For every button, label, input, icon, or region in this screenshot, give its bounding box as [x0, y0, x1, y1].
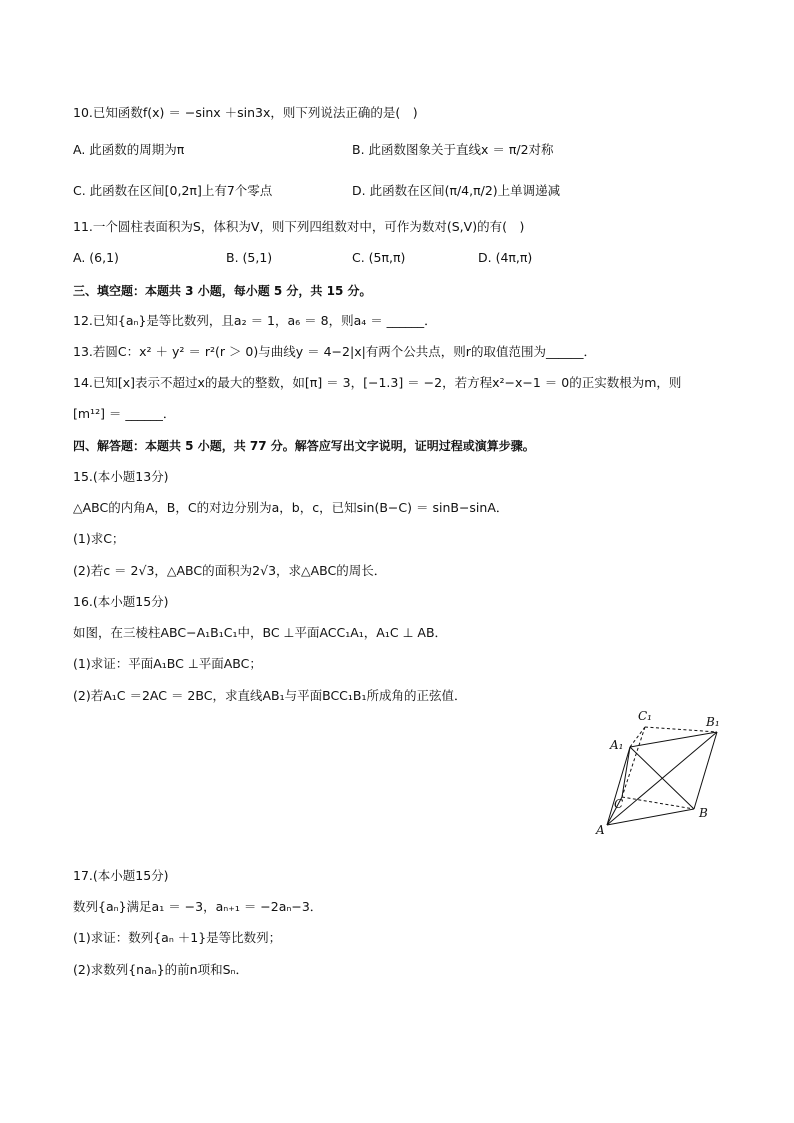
- q15-body: △ABC的内角A，B，C的对边分别为a，b，c，已知sin(B−C) ＝ sinB−sinA．: [73, 500, 509, 515]
- q15-part1: (1)求C；: [73, 531, 125, 546]
- section-4-heading: 四、解答题：本题共 5 小题，共 77 分。解答应写出文字说明，证明过程或演算步骤。: [73, 439, 535, 453]
- label-a1: A₁: [610, 738, 624, 752]
- q10-option-c: C. 此函数在区间[0,2π]上有7个零点: [73, 183, 273, 198]
- q11-stem: 11.一个圆柱表面积为S，体积为V，则下列四组数对中，可作为数对(S,V)的有( ): [73, 219, 525, 234]
- triangular-prism-figure: [590, 702, 730, 842]
- q13-text: 13.若圆C：x² ＋ y² ＝ r²(r ＞ 0)与曲线y ＝ 4−2|x|有两个公共点，则r的取值范围为______．: [73, 344, 596, 359]
- label-c: C: [614, 797, 624, 811]
- q11-option-a: A. (6,1): [73, 250, 119, 265]
- q10-option-d: D. 此函数在区间(π/4,π/2)上单调递减: [352, 183, 561, 198]
- q17-part1: (1)求证：数列{aₙ ＋1}是等比数列；: [73, 930, 282, 945]
- section-3-heading: 三、填空题：本题共 3 小题，每小题 5 分，共 15 分。: [73, 284, 372, 298]
- q17-heading: 17.(本小题15分): [73, 868, 169, 883]
- edge-a-b: [607, 809, 694, 825]
- q17-part2: (2)求数列{naₙ}的前n项和Sₙ．: [73, 962, 249, 977]
- q10-option-b: B. 此函数图象关于直线x ＝ π/2对称: [352, 142, 554, 157]
- q10-option-a: A. 此函数的周期为π: [73, 142, 185, 157]
- label-b: B: [699, 806, 708, 820]
- q17-body: 数列{aₙ}满足a₁ ＝ −3，aₙ₊₁ ＝ −2aₙ−3．: [73, 899, 323, 914]
- edge-a1-c: [622, 747, 630, 797]
- edge-b1-b: [694, 732, 717, 809]
- q16-part2: (2)若A₁C ＝2AC ＝ 2BC，求直线AB₁与平面BCC₁B₁所成角的正弦值．: [73, 688, 467, 703]
- q12-text: 12.已知{aₙ}是等比数列，且a₂ ＝ 1，a₆ ＝ 8，则a₄ ＝ ______．: [73, 313, 437, 328]
- label-c1: C₁: [638, 709, 652, 723]
- label-a: A: [596, 823, 605, 837]
- q16-part1: (1)求证：平面A₁BC ⊥平面ABC；: [73, 656, 262, 671]
- q11-option-d: D. (4π,π): [478, 250, 533, 265]
- q11-option-c: C. (5π,π): [352, 250, 406, 265]
- label-b1: B₁: [706, 715, 720, 729]
- edge-c1-a1: [630, 727, 645, 747]
- q10-stem: 10.已知函数f(x) ＝ −sinx ＋sin3x，则下列说法正确的是( ): [73, 105, 418, 120]
- q16-heading: 16.(本小题15分): [73, 594, 169, 609]
- q15-part2: (2)若c ＝ 2√3，△ABC的面积为2√3，求△ABC的周长．: [73, 563, 387, 578]
- edge-a1-a: [607, 747, 630, 825]
- q16-body: 如图，在三棱柱ABC−A₁B₁C₁中，BC ⊥平面ACC₁A₁，A₁C ⊥ AB．: [73, 625, 448, 640]
- q14-line1: 14.已知[x]表示不超过x的最大的整数，如[π] ＝ 3，[−1.3] ＝ −2，若方程x²−x−1 ＝ 0的正实数根为m，则: [73, 375, 682, 390]
- q14-line2: [m¹²] ＝ ______．: [73, 406, 176, 421]
- q15-heading: 15.(本小题13分): [73, 469, 169, 484]
- q11-option-b: B. (5,1): [226, 250, 273, 265]
